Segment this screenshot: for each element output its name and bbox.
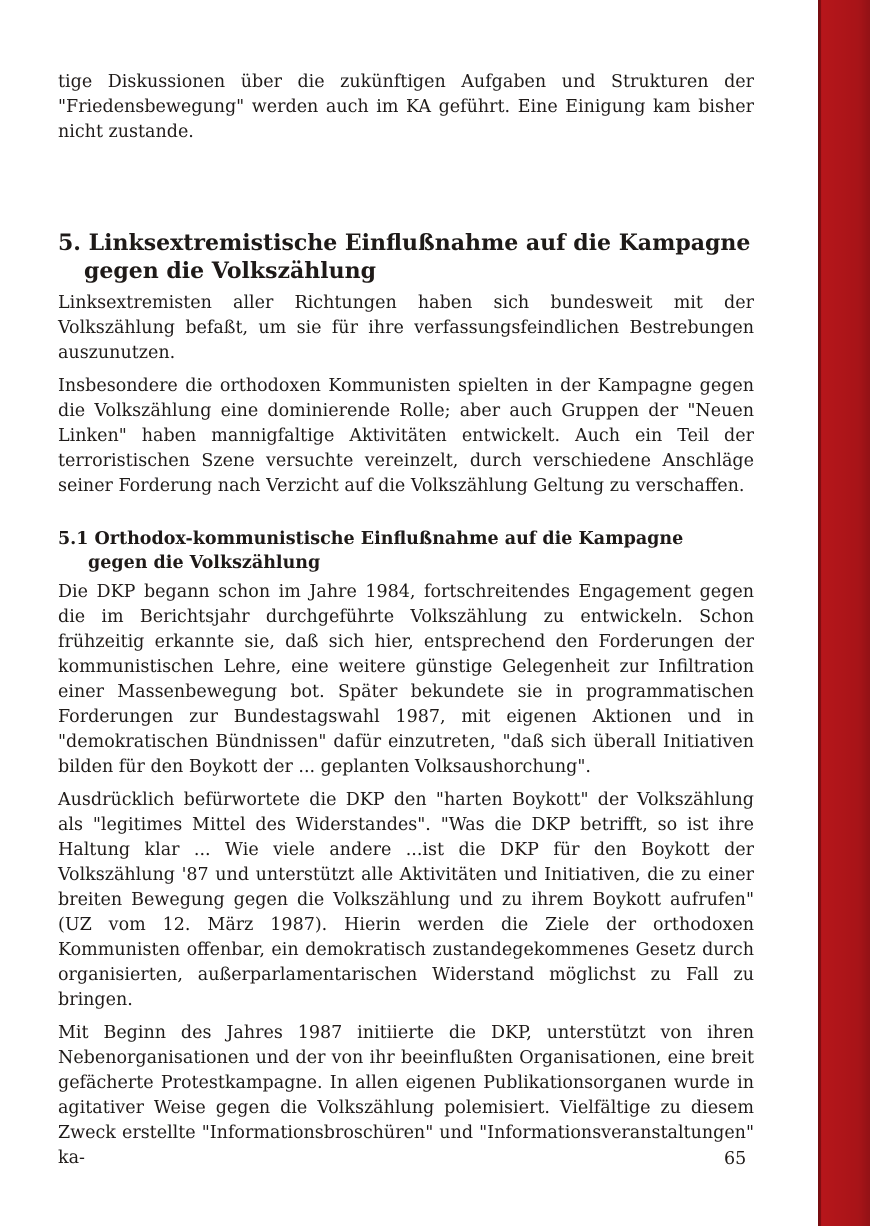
section-5-1-paragraph: Mit Beginn des Jahres 1987 initiierte die DKP, unterstützt von ihren Nebenorganisationen und der von ihr beeinflußten Organisationen, eine breit gefächerte Protestkampagne. In allen eigenen Publikationsorganen wurde in agitativer Weise gegen die Volkszählung polemisiert. Vielfältige zu diesem Zweck erstellte "Informationsbroschüren" und "Informationsveranstaltungen" ka-	[58, 1023, 754, 1168]
intro-paragraph: tige Diskussionen über die zukünftigen Aufgaben und Strukturen der "Friedensbewegung" werden auch im KA geführt. Eine Einigung kam bisher nicht zustande.	[58, 72, 754, 142]
red-page-edge	[818, 0, 870, 1226]
section-5-heading	[58, 229, 754, 285]
section-5-1-paragraph: Ausdrücklich befürwortete die DKP den "harten Boykott" der Volkszählung als "legitimes Mittel des Widerstandes". "Was die DKP betrifft, so ist ihre Haltung klar ... Wie viele andere ...ist die DKP für den Boykott der Volkszählung '87 und unterstützt alle Aktivitäten und Initiativen, die zu einer breiten Bewegung gegen die Volkszählung und zu ihrem Boykott aufrufen" (UZ vom 12. März 1987). Hierin werden die Ziele der orthodoxen Kommunisten offenbar, ein demokratisch zustandegekommenes Gesetz durch organisierten, außerparlamentarischen Widerstand möglichst zu Fall zu bringen.	[58, 790, 754, 1010]
section-5-1-heading-line1: 5.1 Orthodox-kommunistische Einflußnahme auf die Kampagne	[58, 529, 684, 549]
section-5-1-heading	[58, 527, 754, 575]
section-5-paragraph: Linksextremisten aller Richtungen haben sich bundesweit mit der Volkszählung befaßt, um sie für ihre verfassungsfeindlichen Bestrebungen auszunutzen.	[58, 293, 754, 363]
section-5-1-paragraph: Die DKP begann schon im Jahre 1984, fortschreitendes Engagement gegen die im Berichtsjahr durchgeführte Volkszählung zu entwickeln. Schon frühzeitig erkannte sie, daß sich hier, entsprechend den Forderungen der kommunistischen Lehre, eine weitere günstige Gelegenheit zur Infiltration einer Massenbewegung bot. Später bekundete sie in programmatischen Forderungen zur Bundestagswahl 1987, mit eigenen Aktionen und in "demokratischen Bündnissen" dafür einzutreten, "daß sich überall Initiativen bilden für den Boykott der ... geplanten Volksaushorchung".	[58, 582, 754, 777]
page-number: 65	[724, 1149, 747, 1169]
section-5-heading-line1: 5. Linksextremistische Einflußnahme auf die Kampagne	[58, 230, 751, 256]
section-5-paragraph: Insbesondere die orthodoxen Kommunisten spielten in der Kampagne gegen die Volkszählung eine dominierende Rolle; aber auch Gruppen der "Neuen Linken" haben mannigfaltige Aktivitäten entwickelt. Auch ein Teil der terroristischen Szene versuchte vereinzelt, durch verschiedene Anschläge seiner Forderung nach Verzicht auf die Volkszählung Geltung zu verschaffen.	[58, 376, 754, 496]
section-5-1-heading-line2: gegen die Volkszählung	[88, 553, 321, 573]
page-content	[58, 70, 754, 1171]
section-5-heading-line2: gegen die Volkszählung	[84, 258, 376, 284]
